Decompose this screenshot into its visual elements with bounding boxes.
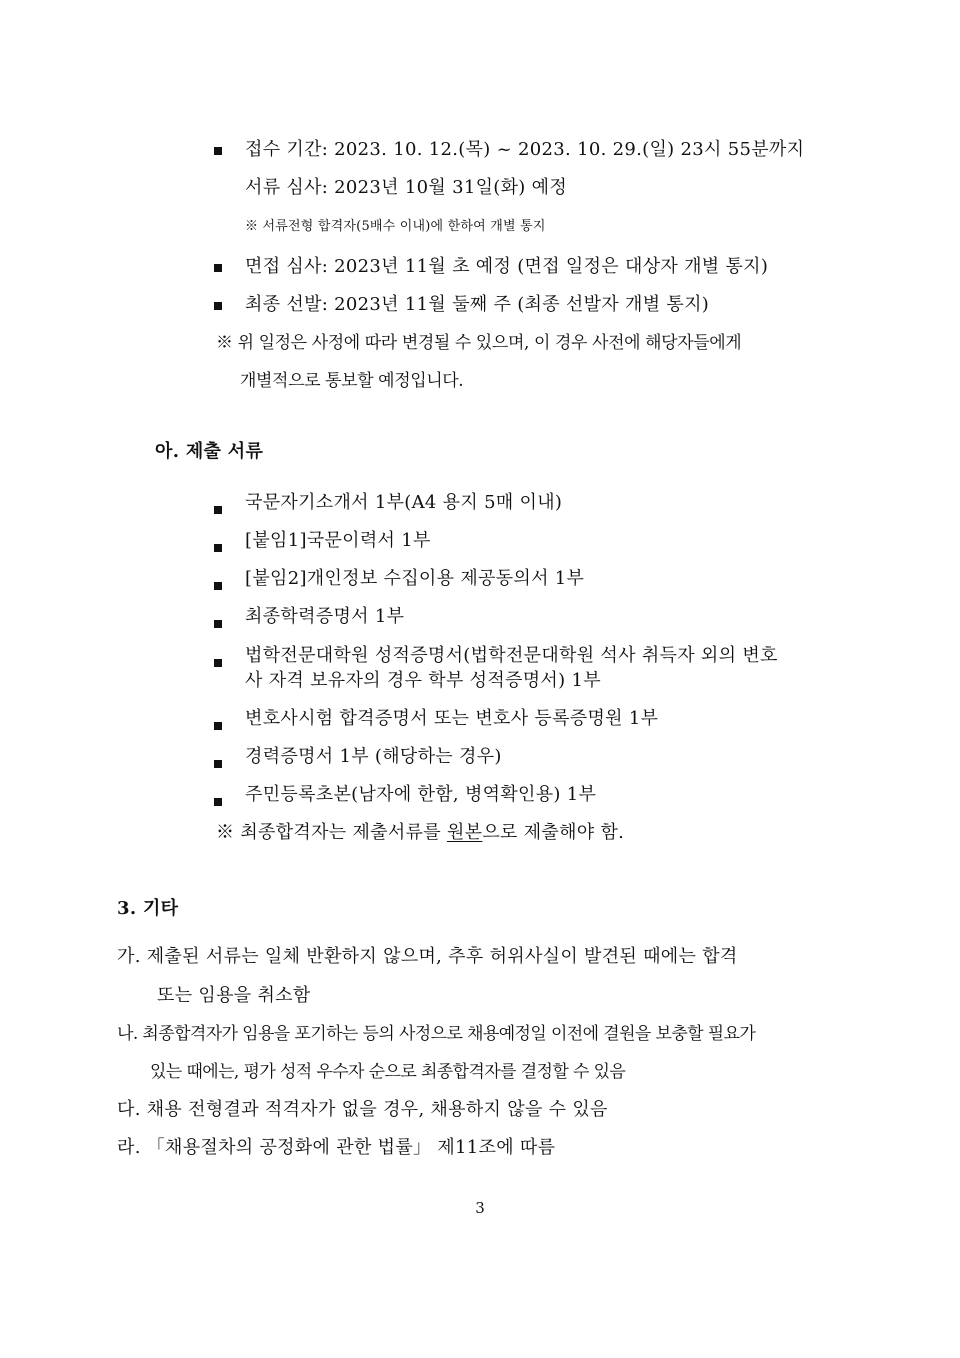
etc-item-na: 나. 최종합격자가 임용을 포기하는 등의 사정으로 채용예정일 이전에 결원을 보충할 필요가: [117, 1024, 756, 1044]
bullet-icon: [214, 147, 222, 155]
schedule-note-line2: 개별적으로 통보할 예정입니다.: [240, 371, 464, 391]
document-review-note: ※ 서류전형 합격자(5배수 이내)에 한하여 개별 통지: [245, 219, 546, 234]
document-review: 서류 심사: 2023년 10월 31일(화) 예정: [245, 177, 568, 198]
document-item: 경력증명서 1부 (해당하는 경우): [245, 746, 502, 767]
bullet-icon: [214, 722, 222, 730]
documents-heading: 아. 제출 서류: [155, 441, 264, 462]
document-item: [붙임2]개인정보 수집이용 제공동의서 1부: [245, 568, 585, 589]
page-number: 3: [475, 1199, 485, 1217]
etc-item-ra: 라. 「채용절차의 공정화에 관한 법률」 제11조에 따름: [117, 1137, 556, 1158]
final-selection: 최종 선발: 2023년 11월 둘째 주 (최종 선발자 개별 통지): [245, 294, 710, 315]
interview-review: 면접 심사: 2023년 11월 초 예정 (면접 일정은 대상자 개별 통지): [245, 256, 769, 277]
bullet-icon: [214, 544, 222, 552]
etc-item-ga-continued: 또는 임용을 취소함: [157, 985, 311, 1006]
etc-item-na-continued: 있는 때에는, 평가 성적 우수자 순으로 최종합격자를 결정할 수 있음: [150, 1062, 626, 1082]
bullet-icon: [214, 302, 222, 310]
bullet-icon: [214, 264, 222, 272]
documents-note-underlined: 원본: [446, 822, 483, 843]
document-item: 법학전문대학원 성적증명서(법학전문대학원 석사 취득자 외의 변호: [245, 645, 778, 666]
etc-heading: 3. 기타: [117, 898, 179, 919]
receipt-period: 접수 기간: 2023. 10. 12.(목) ~ 2023. 10. 29.(일) 23시 55분까지: [245, 139, 805, 160]
bullet-icon: [214, 506, 222, 514]
schedule-note-line1: ※ 위 일정은 사정에 따라 변경될 수 있으며, 이 경우 사전에 해당자들에게: [216, 333, 742, 353]
documents-note: [216, 821, 624, 845]
document-item: 주민등록초본(남자에 한함, 병역확인용) 1부: [245, 784, 597, 805]
document-item: [붙임1]국문이력서 1부: [245, 530, 431, 551]
document-item: 국문자기소개서 1부(A4 용지 5매 이내): [245, 492, 563, 513]
document-item: 최종학력증명서 1부: [245, 606, 405, 627]
document-item: 변호사시험 합격증명서 또는 변호사 등록증명원 1부: [245, 708, 659, 729]
bullet-icon: [214, 798, 222, 806]
etc-item-da: 다. 채용 전형결과 적격자가 없을 경우, 채용하지 않을 수 있음: [117, 1099, 608, 1120]
bullet-icon: [214, 582, 222, 590]
etc-item-ga: 가. 제출된 서류는 일체 반환하지 않으며, 추후 허위사실이 발견된 때에는 합격: [117, 946, 738, 967]
documents-note-suffix: 으로 제출해야 함.: [482, 822, 625, 843]
document-item-continued: 사 자격 보유자의 경우 학부 성적증명서) 1부: [245, 670, 601, 691]
bullet-icon: [214, 659, 222, 667]
documents-note-prefix: ※ 최종합격자는 제출서류를: [216, 822, 447, 843]
bullet-icon: [214, 760, 222, 768]
bullet-icon: [214, 620, 222, 628]
